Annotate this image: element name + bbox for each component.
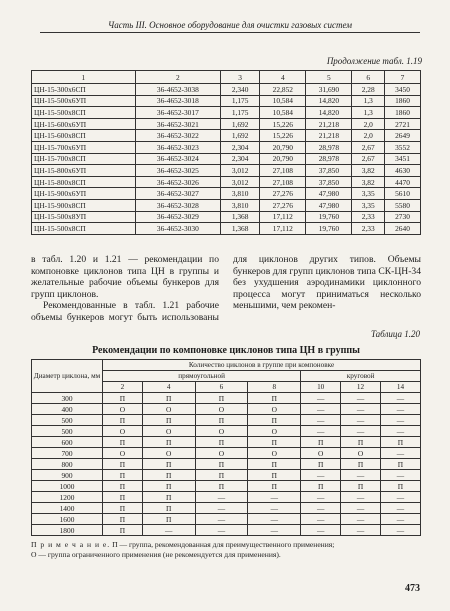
table-cell: 3,35 — [352, 199, 385, 211]
table-cell: 1,3 — [352, 107, 385, 119]
table-cell: 15,226 — [260, 130, 306, 142]
table-cell: 3552 — [385, 141, 421, 153]
table-cell: 47,980 — [306, 199, 352, 211]
table-cell: 2,304 — [220, 153, 259, 165]
table-cell: 1800 — [32, 525, 103, 536]
table-cell: — — [301, 393, 341, 404]
table-cell: 1,3 — [352, 95, 385, 107]
table-cell: ЦН-15-700х6УП — [32, 141, 136, 153]
table-cell: — — [341, 393, 381, 404]
table-cell: 2,304 — [220, 141, 259, 153]
table-cell: 5580 — [385, 199, 421, 211]
table-header-row — [32, 71, 421, 84]
count-header: 2 — [103, 382, 143, 393]
column-header: 4 — [260, 71, 306, 84]
table-row — [32, 481, 421, 492]
table-cell: ЦН-15-500х8УП — [32, 211, 136, 223]
table-cell: 47,980 — [306, 188, 352, 200]
table-cell: — — [341, 426, 381, 437]
table-cell: 22,852 — [260, 84, 306, 96]
note-line: П — группа, рекомендованная для преимущественного применения; — [112, 540, 335, 549]
table-cell: П — [380, 437, 420, 448]
table-cell: 28,978 — [306, 141, 352, 153]
table-cell: 2,28 — [352, 84, 385, 96]
table-cell: 36-4652-3022 — [135, 130, 220, 142]
table-cell: 10,584 — [260, 95, 306, 107]
table-row — [32, 525, 421, 536]
table-cell: 2,0 — [352, 118, 385, 130]
table-cell: 2,0 — [352, 130, 385, 142]
table-row — [32, 107, 421, 119]
table-row — [32, 188, 421, 200]
table-cell: 4470 — [385, 176, 421, 188]
table-cell: 27,108 — [260, 165, 306, 177]
table-cell: О — [142, 404, 195, 415]
table-cell: П — [248, 393, 301, 404]
table-cell: П — [142, 393, 195, 404]
table-cell: ЦН-15-800х8СП — [32, 176, 136, 188]
table-cell: ЦН-15-800х6УП — [32, 165, 136, 177]
table-cell: — — [301, 404, 341, 415]
table-cell: П — [142, 437, 195, 448]
table-row — [32, 404, 421, 415]
column-header: 7 — [385, 71, 421, 84]
table-cell: — — [142, 525, 195, 536]
table-cell: 1600 — [32, 514, 103, 525]
table-cell: 3450 — [385, 84, 421, 96]
table-cell: — — [301, 514, 341, 525]
table-cell: П — [103, 514, 143, 525]
table-row — [32, 415, 421, 426]
table-cell: П — [142, 481, 195, 492]
table-cell: П — [248, 459, 301, 470]
table-cell: 1,175 — [220, 95, 259, 107]
table-cell: — — [195, 492, 248, 503]
table-cell: 36-4652-3027 — [135, 188, 220, 200]
table-row — [32, 211, 421, 223]
table-cell: — — [380, 448, 420, 459]
table-cell: О — [142, 426, 195, 437]
table-cell: П — [142, 459, 195, 470]
table-cell: 27,108 — [260, 176, 306, 188]
table-cell: — — [301, 503, 341, 514]
table-cell: ЦН-15-900х6УП — [32, 188, 136, 200]
table-cell: 3,82 — [352, 176, 385, 188]
table-cell: 1860 — [385, 107, 421, 119]
column-header: 5 — [306, 71, 352, 84]
table-cell: 500 — [32, 426, 103, 437]
table-cell: 36-4652-3018 — [135, 95, 220, 107]
table-row — [32, 165, 421, 177]
table-cell: 1,368 — [220, 223, 259, 235]
note-line: О — группа ограниченного применения (не рекомендуется для применения). — [31, 550, 281, 559]
count-header: 10 — [301, 382, 341, 393]
table-cell: О — [103, 448, 143, 459]
table-cell: П — [380, 481, 420, 492]
column-header: 1 — [32, 71, 136, 84]
table-cell: 600 — [32, 437, 103, 448]
table-cell: 1,692 — [220, 130, 259, 142]
table-cell: О — [103, 426, 143, 437]
column-header: 3 — [220, 71, 259, 84]
table-row — [32, 393, 421, 404]
table-cell: П — [248, 437, 301, 448]
table-cell: П — [103, 481, 143, 492]
table-cell: ЦН-15-600х8СП — [32, 130, 136, 142]
table-cell: — — [380, 492, 420, 503]
table-cell: 36-4652-3023 — [135, 141, 220, 153]
table-continuation-label: Продолжение табл. 1.19 — [326, 56, 422, 66]
table-cell: — — [380, 415, 420, 426]
table-cell: 20,790 — [260, 153, 306, 165]
table-cell: 27,276 — [260, 188, 306, 200]
table-cell: 3,82 — [352, 165, 385, 177]
table-cell: — — [195, 525, 248, 536]
table-cell: ЦН-15-500х6УП — [32, 95, 136, 107]
table-cell: — — [301, 492, 341, 503]
table-cell: П — [142, 503, 195, 514]
table-cell: П — [341, 459, 381, 470]
table-label: Таблица 1.20 — [370, 329, 420, 339]
table-cell: П — [248, 470, 301, 481]
table-cell: О — [195, 448, 248, 459]
table-cell: О — [103, 404, 143, 415]
table-cell: 4630 — [385, 165, 421, 177]
count-header: 4 — [142, 382, 195, 393]
table-cell: 700 — [32, 448, 103, 459]
table-row — [32, 426, 421, 437]
table-cell: П — [103, 459, 143, 470]
table-cell: П — [341, 437, 381, 448]
table-cell: ЦН-15-500х8СП — [32, 223, 136, 235]
table-cell: П — [248, 481, 301, 492]
table-cell: 5610 — [385, 188, 421, 200]
table-cell: П — [195, 481, 248, 492]
table-cell: — — [195, 514, 248, 525]
table-cell: О — [248, 426, 301, 437]
table-cell: — — [341, 525, 381, 536]
table-cell: П — [195, 415, 248, 426]
running-header: Часть III. Основное оборудование для очистки газовых систем — [40, 20, 420, 33]
table-row — [32, 176, 421, 188]
table-cell: П — [103, 492, 143, 503]
table-cell: 2640 — [385, 223, 421, 235]
table-cell: П — [142, 514, 195, 525]
table-cell: 1,692 — [220, 118, 259, 130]
table-cell: — — [195, 503, 248, 514]
column-header: 6 — [352, 71, 385, 84]
table-cell: — — [248, 503, 301, 514]
table-cell: — — [341, 492, 381, 503]
table-row — [32, 130, 421, 142]
table-cell: ЦН-15-600х6УП — [32, 118, 136, 130]
table-cell: П — [103, 415, 143, 426]
table-cell: П — [195, 437, 248, 448]
table-cell: П — [341, 481, 381, 492]
table-cell: 300 — [32, 393, 103, 404]
table-cell: — — [301, 426, 341, 437]
table-cell: 1200 — [32, 492, 103, 503]
table-cell: — — [341, 415, 381, 426]
table-cell: П — [195, 393, 248, 404]
table-cell: ЦН-15-700х8СП — [32, 153, 136, 165]
table-cell: 36-4652-3025 — [135, 165, 220, 177]
table-cell: П — [103, 393, 143, 404]
table-cell: 19,760 — [306, 223, 352, 235]
table-cell: 2,67 — [352, 153, 385, 165]
page-number: 473 — [405, 583, 420, 594]
table-cell: 3,35 — [352, 188, 385, 200]
count-header: 12 — [341, 382, 381, 393]
column-header-round: круговой — [301, 371, 421, 382]
table-row — [32, 199, 421, 211]
body-text — [31, 254, 421, 324]
table-cell: — — [248, 514, 301, 525]
table-cell: 1,368 — [220, 211, 259, 223]
table-cell: О — [341, 448, 381, 459]
table-cell: 28,978 — [306, 153, 352, 165]
table-cell: — — [301, 525, 341, 536]
table-cell: 1860 — [385, 95, 421, 107]
table-cell: П — [103, 525, 143, 536]
table-cell: — — [341, 470, 381, 481]
table-row — [32, 153, 421, 165]
table-row — [32, 223, 421, 235]
table-cell: П — [248, 415, 301, 426]
table-cell: П — [301, 437, 341, 448]
table-cell: 3451 — [385, 153, 421, 165]
table-cell: П — [103, 437, 143, 448]
table-cell: 36-4652-3038 — [135, 84, 220, 96]
table-cell: О — [301, 448, 341, 459]
table-cell: 2,33 — [352, 211, 385, 223]
cyclone-specs-table — [31, 70, 421, 235]
table-cell: ЦН-15-300х6СП — [32, 84, 136, 96]
table-cell: 36-4652-3021 — [135, 118, 220, 130]
column-header-count: Количество циклонов в группе при компоновке — [103, 360, 421, 371]
table-row — [32, 118, 421, 130]
table-title: Рекомендации по компоновке циклонов типа ЦН в группы — [92, 345, 360, 356]
table-row — [32, 448, 421, 459]
table-cell: П — [195, 470, 248, 481]
table-row — [32, 492, 421, 503]
table-cell: 37,850 — [306, 165, 352, 177]
table-cell: — — [380, 503, 420, 514]
table-cell: 400 — [32, 404, 103, 415]
table-cell: 2649 — [385, 130, 421, 142]
table-cell: 19,760 — [306, 211, 352, 223]
table-cell: П — [301, 459, 341, 470]
table-cell: — — [380, 470, 420, 481]
table-cell: 900 — [32, 470, 103, 481]
table-cell: 1,175 — [220, 107, 259, 119]
table-cell: 2,33 — [352, 223, 385, 235]
table-row — [32, 141, 421, 153]
table-cell: — — [380, 514, 420, 525]
table-cell: ЦН-15-900х8СП — [32, 199, 136, 211]
table-cell: ЦН-15-500х8СП — [32, 107, 136, 119]
table-cell: 800 — [32, 459, 103, 470]
table-cell: 36-4652-3030 — [135, 223, 220, 235]
table-cell: 36-4652-3029 — [135, 211, 220, 223]
table-cell: — — [380, 404, 420, 415]
table-cell: П — [301, 481, 341, 492]
table-cell: 3,810 — [220, 199, 259, 211]
table-cell: П — [142, 492, 195, 503]
table-cell: — — [341, 404, 381, 415]
note-lead: П р и м е ч а н и е. — [31, 540, 111, 549]
paragraph: Рекомендованные в табл. 1.21 рабочие объемы бункеров могут быть использованы для циклонов других типов. Объемы бункеров для групп циклонов типа СК-ЦН-34 без ухудшения аэродинамики циклонного процесса могут приниматься несколько меньшими, чем рекомен- — [31, 254, 421, 323]
table-cell: 1400 — [32, 503, 103, 514]
table-cell: П — [195, 459, 248, 470]
table-row — [32, 514, 421, 525]
table-cell: 1000 — [32, 481, 103, 492]
table-row — [32, 503, 421, 514]
table-cell: 2,67 — [352, 141, 385, 153]
paragraph: в табл. 1.20 и 1.21 — рекомендации по компоновке циклонов типа ЦН в группы и желательные рабочие объемы бункеров для групп циклонов. — [31, 254, 219, 300]
table-note — [31, 540, 421, 560]
table-cell: 15,226 — [260, 118, 306, 130]
table-cell: 36-4652-3026 — [135, 176, 220, 188]
table-cell: — — [248, 492, 301, 503]
table-cell: 17,112 — [260, 211, 306, 223]
table-cell: — — [341, 503, 381, 514]
count-header: 6 — [195, 382, 248, 393]
table-row — [32, 437, 421, 448]
table-cell: — — [341, 514, 381, 525]
table-cell: 3,012 — [220, 165, 259, 177]
table-cell: — — [380, 525, 420, 536]
table-cell: 20,790 — [260, 141, 306, 153]
table-cell: 21,218 — [306, 130, 352, 142]
table-cell: — — [301, 470, 341, 481]
table-cell: П — [103, 470, 143, 481]
table-cell: 3,012 — [220, 176, 259, 188]
table-row — [32, 459, 421, 470]
table-cell: О — [142, 448, 195, 459]
table-row — [32, 84, 421, 96]
table-cell: 3,810 — [220, 188, 259, 200]
table-cell: 17,112 — [260, 223, 306, 235]
table-cell: — — [248, 525, 301, 536]
table-cell: — — [301, 415, 341, 426]
column-header-rectangular: прямоугольной — [103, 371, 301, 382]
table-cell: 2,340 — [220, 84, 259, 96]
table-cell: П — [380, 459, 420, 470]
table-cell: 21,218 — [306, 118, 352, 130]
table-cell: П — [103, 503, 143, 514]
count-header: 14 — [380, 382, 420, 393]
table-cell: П — [142, 470, 195, 481]
table-cell: 14,820 — [306, 107, 352, 119]
table-cell: О — [248, 448, 301, 459]
table-cell: 37,850 — [306, 176, 352, 188]
table-row — [32, 470, 421, 481]
table-cell: 36-4652-3017 — [135, 107, 220, 119]
table-cell: 500 — [32, 415, 103, 426]
table-cell: 36-4652-3028 — [135, 199, 220, 211]
table-row — [32, 95, 421, 107]
table-cell: 31,690 — [306, 84, 352, 96]
cyclone-grouping-table — [31, 359, 421, 536]
column-header-diameter: Диаметр циклона, мм — [32, 360, 103, 393]
count-header: 8 — [248, 382, 301, 393]
table-cell: П — [142, 415, 195, 426]
table-cell: О — [248, 404, 301, 415]
table-cell: О — [195, 404, 248, 415]
table-cell: — — [380, 426, 420, 437]
table-cell: 10,584 — [260, 107, 306, 119]
table-cell: 36-4652-3024 — [135, 153, 220, 165]
table-cell: 2730 — [385, 211, 421, 223]
table-cell: 14,820 — [306, 95, 352, 107]
table-cell: 27,276 — [260, 199, 306, 211]
table-cell: 2721 — [385, 118, 421, 130]
table-cell: О — [195, 426, 248, 437]
column-header: 2 — [135, 71, 220, 84]
table-cell: — — [380, 393, 420, 404]
